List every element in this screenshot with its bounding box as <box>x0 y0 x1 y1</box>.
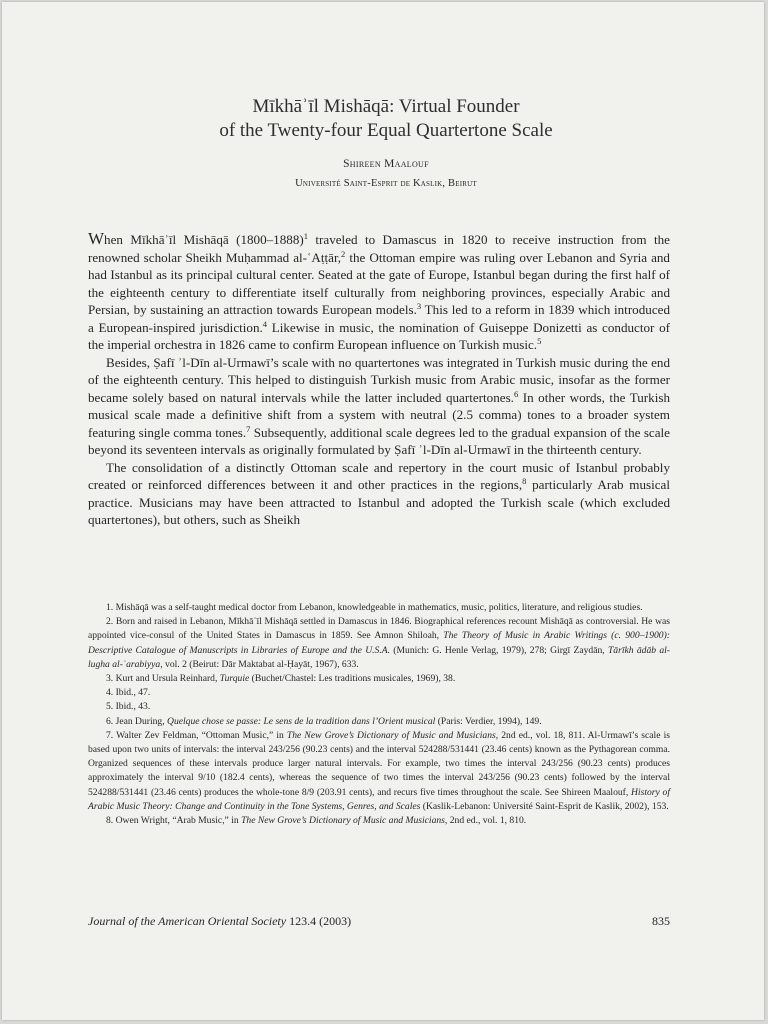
body-paragraph-2 <box>88 354 670 459</box>
text-run: the Ottoman empire was ruling over Lebanon and Syria and had Istanbul as its principal cultural center. Seated at the gate of Europe, Istanbul began during the first half of the eighteenth century to differentiate itself culturally from neighboring provinces, especially Arabic and Persian, by sustaining an attraction towards European models. <box>88 249 670 317</box>
note-text: (Kaslik-Lebanon: Université Saint-Esprit de Kaslik, 2002), 153. <box>420 800 669 812</box>
cited-title: The Theory of Music in Arabic Writings (c. 900–1900): Descriptive Catalogue of Manuscripts in Libraries of Europe and the U.S.A. <box>88 630 670 656</box>
cited-title: Turquie <box>219 673 250 685</box>
text-run: particularly Arab musical practice. Musicians may have been attracted to Istanbul and adopted the Turkish scale (which excluded quartertones), but others, such as Sheikh <box>88 477 670 527</box>
footnote-marker-1[interactable]: 1 <box>303 231 308 241</box>
note-text: 6. Jean During, <box>106 715 168 727</box>
text-run: The consolidation of a distinctly Ottoman scale and repertory in the court music of Istanbul probably created or reinforced differences between it and other practices in the regions, <box>88 459 670 492</box>
journal-citation <box>88 914 351 929</box>
author-name: Shireen Maalouf <box>343 158 429 170</box>
note-text: (Paris: Verdier, 1994), 149. <box>435 715 542 727</box>
cited-title: The New Grove’s Dictionary of Music and Musicians <box>241 815 445 827</box>
footnote-7 <box>88 729 670 814</box>
page-footer <box>88 914 670 929</box>
footnote-marker-5[interactable]: 5 <box>537 336 542 346</box>
footnote-1 <box>88 601 670 615</box>
footnote-marker-8[interactable]: 8 <box>522 476 527 486</box>
note-text: 7. Walter Zev Feldman, “Ottoman Music,” in <box>106 729 287 741</box>
cited-title: The New Grove’s Dictionary of Music and Musicians <box>286 729 496 741</box>
article-title <box>2 95 768 143</box>
text-run: hen Mīkhāʾīl Mishāqā (1800–1888) <box>104 232 304 247</box>
footnote-8 <box>88 814 670 828</box>
note-text: 1. Mishāqā was a self-taught medical doctor from Lebanon, knowledgeable in mathematics, music, politics, literature, and religious studies. <box>106 602 643 613</box>
note-text: 2. Born and raised in Lebanon, Mīkhāʾīl Mishāqā settled in Damascus in 1846. Biographical references recount Mishāqā as controversial. He was appointed vice-consul of the United States in Damascus in 1859. See Amnon Shiloah, <box>88 616 670 642</box>
text-run: Subsequently, additional scale degrees led to the gradual expansion of the scale beyond its seventeen intervals as originally formulated by Ṣafī ʾl-Dīn al-Urmawī in the thirteenth century. <box>88 424 670 457</box>
footnote-5 <box>88 700 670 714</box>
footnotes-section <box>88 601 670 828</box>
footnote-2 <box>88 615 670 672</box>
drop-cap: W <box>88 229 105 248</box>
note-text: , 2nd ed., vol. 18, 811. Al-Urmawī’s scale is based upon two units of intervals: the interval 243/256 (90.23 cents) and the interval 524288/531441 (23.46 cents) known as the Pythagorean comma. Organized sequences of these intervals produce larger natural intervals. For example, two times the interval 243/256 (90.23 cents) produces approximately the interval 9/10 (182.4 cents), whereas the sequence of two times the interval 243/256 (90.23 cents) followed by the interval 524288/531441 (23.46 cents) produces the whole-tone 8/9 (203.91 cents), and recurs five times throughout the scale. See Shireen Maalouf, <box>88 729 670 798</box>
note-text: , vol. 2 (Beirut: Dār Maktabat al-Ḥayāt, 1967), 633. <box>160 658 359 670</box>
note-text: 8. Owen Wright, “Arab Music,” in <box>106 815 242 827</box>
note-text: (Buchet/Chastel: Les traditions musicales, 1969), 38. <box>249 673 456 685</box>
text-run: Besides, Ṣafī ʾl-Dīn al-Urmawī’s scale with no quartertones was integrated in Turkish music during the end of the eighteenth century. This helped to distinguish Turkish music from Arabic music, insofar as the former became solely based on natural intervals while the latter included quartertones. <box>88 354 670 405</box>
note-text: 3. Kurt and Ursula Reinhard, <box>106 673 220 685</box>
cited-title: History of Arabic Music Theory: Change and Continuity in the Tone Systems, Genres, and Scales <box>88 786 670 812</box>
footnote-4 <box>88 686 670 700</box>
article-body <box>88 230 670 529</box>
body-paragraph-3 <box>88 459 670 529</box>
footnote-marker-4[interactable]: 4 <box>262 318 268 329</box>
journal-issue: 123.4 (2003) <box>286 914 352 928</box>
page-sheet <box>2 2 764 1020</box>
page-number: 835 <box>652 914 670 928</box>
title-line-1: Mīkhāʾīl Mishāqā: Virtual Founder <box>252 96 520 117</box>
note-text: , 2nd ed., vol. 1, 810. <box>444 815 527 827</box>
body-paragraph-1 <box>88 230 670 354</box>
journal-name: Journal of the American Oriental Society <box>88 914 287 928</box>
author-affiliation: Université Saint-Esprit de Kaslik, Beirut <box>295 178 477 189</box>
footnote-marker-7[interactable]: 7 <box>246 423 251 434</box>
text-run: In other words, the Turkish musical scale made a definitive shift from a system with neutral (2.5 comma) tones to a broader system featuring single comma tones. <box>88 389 670 440</box>
footnote-6 <box>88 715 670 729</box>
cited-title: Tārīkh ādāb al-lugha al-ʿarabiyya <box>88 644 670 670</box>
footnote-marker-6[interactable]: 6 <box>513 388 519 399</box>
text-run: Likewise in music, the nomination of Guiseppe Donizetti as conductor of the imperial orchestra in 1826 came to confirm European influence on Turkish music. <box>88 319 670 352</box>
text-run: traveled to Damascus in 1820 to receive instruction from the renowned scholar Sheikh Muḥammad al-ʿAṭṭār, <box>88 232 670 265</box>
title-line-2: of the Twenty-four Equal Quartertone Scale <box>219 120 553 141</box>
footnote-marker-3[interactable]: 3 <box>416 301 422 311</box>
note-text: 4. Ibid., 47. <box>106 687 151 699</box>
note-text: (Munich: G. Henle Verlag, 1979), 278; Girgī Zaydān, <box>390 644 608 656</box>
note-text: 5. Ibid., 43. <box>106 701 151 713</box>
footnote-3 <box>88 672 670 686</box>
cited-title: Quelque chose se passe: Le sens de la tradition dans l’Orient musical <box>167 715 436 727</box>
footnote-marker-2[interactable]: 2 <box>341 248 346 259</box>
text-run: This led to a reform in 1839 which introduced a European-inspired jurisdiction. <box>88 302 670 335</box>
